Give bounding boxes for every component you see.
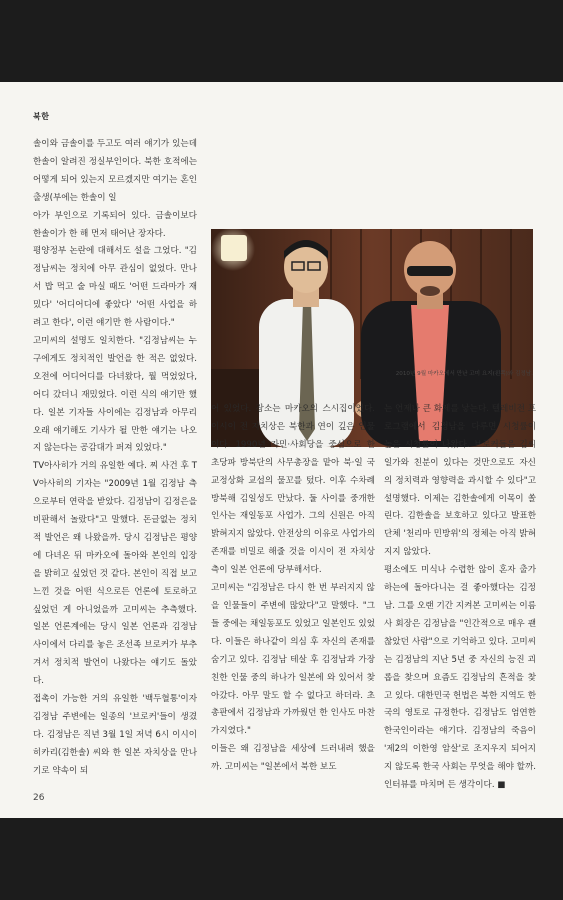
photo-caption: 2010년 9월 마카오에서 만난 고미 요지(왼쪽)와 김정남. — [395, 371, 533, 377]
magazine-page — [0, 82, 563, 818]
page-number: 26 — [33, 793, 45, 803]
paragraph: 는 언제나 큰 화제를 낳는다. 텔레비전 프로그램에서 김정남을 다루면 시청률이 높은 시청률이 나왔다. 브로커들은 김씨 일가와 친분이 있다는 것만으로도 자신의 정치력과 영향력을 과시할 수 있다"고 설명했다. 이제는 김한솔에게 이목이 쏠린다. 김한솔을 보호하고 있다고 발표한 단체 '천리마 민방위'의 정체는 아직 밝혀지지 않았다. — [384, 404, 536, 558]
paragraph: TV아사히가 거의 유일한 예다. 찌 사건 후 TV아사히의 기자는 "2009년 1월 김정남 측으로부터 연락을 받았다. 김정남이 김정은을 비판해서 놀랐다"고 말했다. 돈글없는 정치적 발언은 왜 나왔을까. 당시 김정남은 평양에 다녀온 뒤 마카오에 돌아와 본인의 입장을 밝히고 싶었던 것 같다. 본인이 직접 보고 느낀 것을 어떤 식으로든 언론에 토로하고 싶었던 게 아니었을까 고미씨는 추측했다. 일본 언론계에는 당시 일본 언론과 김정남 사이에서 다리를 놓은 조선족 브로커가 부추겨서 정치적 발언이 나왔다는 얘기도 돌았다. — [33, 461, 197, 687]
article-column-1 — [33, 136, 197, 781]
paragraph: 아가 부인으로 기록되어 있다. 금솔이보다 한솔이가 한 해 먼저 태어난 장자다. — [33, 210, 197, 239]
paragraph: 이들은 왜 김정남을 세상에 드러내려 했을까. 고미씨는 "일본에서 북한 보도 — [211, 744, 375, 773]
article-column-2 — [211, 401, 375, 777]
top-bar — [0, 0, 563, 82]
paragraph: 접촉이 가능한 거의 유일한 '백두혈통'이자 김정남 주변에는 일종의 '브로커'들이 생겼다. 김정남은 직년 3월 1일 저녁 6시 이시이 히카리(김한솔) 씨와 한 일본 자치상을 만나기로 약속이 되 — [33, 694, 197, 776]
paragraph: 솔이와 금솔이를 두고도 여러 얘기가 있는데 한솔이 알려진 정실부인이다. 북한 호적에는 어떻게 되어 있는지 모르겠지만 여기는 혼인출생(부에는 한솔이 일 — [33, 139, 197, 203]
paragraph: 고미씨의 설명도 일치한다. "김정남씨는 누구에게도 정치적인 발언을 한 적은 없었다. 오전에 어디어디를 다녀왔다, 뭘 먹었었다, 어디 갔더니 재밌었다. 이런 식의 얘기만 했다. 일본 기자들 사이에는 김정남과 아무리 오래 얘기해도 기사가 될 만한 얘기는 나오지 않는다는 공감대가 퍼져 있었다." — [33, 335, 197, 454]
paragraph: 평소에도 미식나 수렵한 않이 혼자 출가하는에 돌아다니는 걸 좋아했다는 김정남. 그를 오랜 기간 지켜본 고미씨는 이름 사 회장은 김정남을 "인간적으로 매우 괜찮았던 사람"으로 기억하고 있다. 고미씨는 김정남의 지난 5년 중 자신의 능진 괴롭을 찾으며 요즘도 김정남의 흔적을 찾고 있다. 대한민국 헌법은 북한 지역도 한국의 영토로 규정한다. 김정남도 엄연한 한국인이라는 얘기다. 김정남의 죽음이 '제2의 이한영 암살'로 조지우지 되어지지 않도록 한국 사회는 무엇을 해야 할까. 인터뷰를 마치며 든 생각이다. ■ — [384, 565, 536, 791]
article-column-3 — [384, 401, 536, 795]
paragraph: 평양정부 논란에 대해서도 설을 그었다. "김정남씨는 정치에 아무 관심이 없었다. 만나서 밥 먹고 술 마실 때도 '어떤 드라마가 재밌다' '어디어디에 좋았다' '어떤 사업을 하려고 한다', 이런 얘기만 한 사람이다." — [33, 246, 197, 329]
bottom-bar — [0, 818, 563, 900]
section-label: 북한 — [33, 112, 50, 121]
paragraph: 어 있었다. 장소는 마카오의 스시집이었다. 이시이 전 자치상은 북한과 연이 깊은 인물이다. 1990년 자민·사회당을 중심으로 한 초당파 방북단의 사무총장을 맡아 북·일 국교정상화 교섭의 물꼬를 텄다. 이후 수차례 방북해 김일성도 만났다. 둘 사이를 중개한 인사는 재일동포 사업가. 그의 신원은 아직 밝혀지지 않았다. 안전상의 이유로 사업가의 존재를 비밀로 해줄 것을 이시이 전 자치상 측이 일본 언론에 당부해서다. — [211, 404, 375, 576]
paragraph: 고미씨는 "김정남은 다시 한 번 부러지지 않을 인물들이 주변에 많았다"고 말했다. "그들 중에는 채일동포도 있었고 일본인도 있었다. 이들은 하나같이 의심 후 자신의 존재를 숨기고 있다. 김정남 테살 후 김정남과 가장 친한 인물 중의 하나가 일본에 와 있어서 찾아갔다. 아무 말도 할 수 없다고 하더라. 초 총판에서 김정남과 가까웠던 한 인사도 마찬가지였다." — [211, 583, 375, 737]
